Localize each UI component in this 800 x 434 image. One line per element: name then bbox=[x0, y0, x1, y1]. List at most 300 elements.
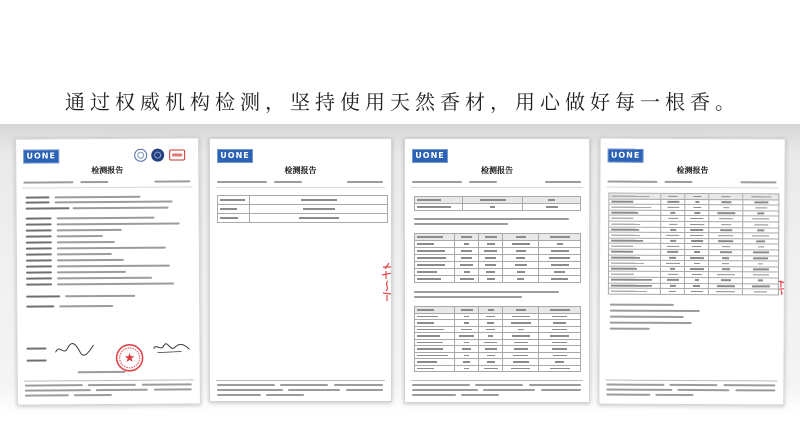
illegible-cell-text bbox=[487, 278, 495, 280]
illegible-cell-text bbox=[611, 195, 649, 197]
illegible-cell-text bbox=[552, 329, 567, 331]
illegible-cell-text bbox=[758, 263, 763, 265]
illegible-cell-text bbox=[550, 309, 570, 311]
results-table bbox=[608, 193, 780, 296]
illegible-cell-text bbox=[516, 236, 526, 238]
illegible-cell-text bbox=[220, 199, 245, 201]
illegible-cell-text bbox=[752, 218, 769, 220]
illegible-text-line bbox=[610, 322, 692, 324]
illegible-cell-text bbox=[669, 291, 676, 293]
illegible-text-line bbox=[54, 196, 140, 199]
table-cell bbox=[218, 205, 250, 214]
illegible-text-line bbox=[26, 271, 52, 273]
illegible-cell-text bbox=[487, 355, 495, 357]
illegible-cell-text bbox=[487, 361, 495, 363]
illegible-cell-text bbox=[490, 206, 495, 208]
illegible-cell-text bbox=[554, 271, 565, 273]
illegible-cell-text bbox=[753, 257, 768, 259]
illegible-text-line bbox=[57, 235, 103, 237]
illegible-cell-text bbox=[480, 199, 506, 201]
illegible-text-line bbox=[475, 384, 523, 386]
illegible-text-line bbox=[26, 235, 52, 237]
illegible-cell-text bbox=[755, 207, 767, 209]
illegible-cell-text bbox=[417, 316, 438, 318]
illegible-cell-text bbox=[690, 218, 703, 220]
illegible-text-line bbox=[57, 253, 112, 255]
illegible-cell-text bbox=[754, 201, 768, 203]
table-cell bbox=[743, 289, 779, 295]
results-table bbox=[414, 306, 581, 372]
illegible-text-line bbox=[414, 291, 559, 293]
illegible-cell-text bbox=[691, 240, 703, 242]
table-cell bbox=[503, 248, 539, 255]
illegible-text-line bbox=[723, 384, 775, 386]
illegible-cell-text bbox=[550, 368, 570, 370]
illegible-text-line bbox=[414, 296, 522, 298]
illegible-text-line bbox=[274, 181, 302, 183]
illegible-text-line bbox=[412, 394, 456, 396]
illegible-cell-text bbox=[552, 316, 567, 318]
illegible-cell-text bbox=[486, 316, 495, 318]
illegible-text-line bbox=[483, 389, 535, 391]
table-cell bbox=[539, 276, 581, 283]
seal-ring bbox=[137, 152, 144, 159]
illegible-cell-text bbox=[555, 361, 564, 363]
illegible-cell-text bbox=[667, 251, 678, 253]
illegible-text-line bbox=[25, 394, 69, 396]
illegible-cell-text bbox=[487, 243, 495, 245]
illegible-cell-text bbox=[722, 246, 730, 248]
table-cell bbox=[503, 269, 539, 276]
table-cell bbox=[503, 241, 539, 248]
illegible-text-line bbox=[26, 283, 52, 285]
illegible-cell-text bbox=[722, 268, 730, 270]
illegible-cell-text bbox=[464, 322, 469, 324]
illegible-text-line bbox=[607, 181, 657, 183]
table-cell bbox=[455, 255, 479, 262]
illegible-text-line bbox=[25, 196, 49, 198]
illegible-cell-text bbox=[667, 207, 679, 209]
illegible-cell-text bbox=[670, 212, 675, 214]
illegible-text-line bbox=[78, 371, 126, 373]
illegible-cell-text bbox=[611, 285, 652, 287]
illegible-cell-text bbox=[514, 348, 528, 350]
table-cell bbox=[415, 262, 455, 269]
table-cell bbox=[539, 241, 581, 248]
illegible-cell-text bbox=[667, 274, 677, 276]
illegible-text-line bbox=[606, 384, 664, 386]
illegible-cell-text bbox=[611, 279, 652, 281]
header-divider bbox=[22, 186, 192, 188]
table-cell bbox=[479, 276, 503, 283]
illegible-cell-text bbox=[515, 264, 527, 266]
header-divider bbox=[216, 187, 385, 188]
table-cell bbox=[503, 255, 539, 262]
illegible-cell-text bbox=[417, 309, 434, 311]
illegible-cell-text bbox=[417, 342, 443, 344]
illegible-cell-text bbox=[417, 236, 443, 238]
illegible-cell-text bbox=[517, 278, 524, 280]
illegible-cell-text bbox=[514, 342, 528, 344]
table-cell bbox=[455, 366, 479, 373]
table-cell bbox=[455, 276, 479, 283]
test-report-page bbox=[15, 137, 201, 405]
illegible-cell-text bbox=[417, 368, 434, 370]
illegible-cell-text bbox=[485, 348, 497, 350]
illegible-text-line bbox=[26, 247, 52, 249]
uone-logo: UONE bbox=[608, 149, 644, 163]
uone-logo: UONE bbox=[412, 149, 448, 163]
illegible-cell-text bbox=[694, 212, 700, 214]
illegible-cell-text bbox=[667, 201, 679, 203]
illegible-cell-text bbox=[553, 322, 566, 324]
illegible-cell-text bbox=[512, 335, 530, 337]
headline: 通过权威机构检测，坚持使用天然香材，用心做好每一根香。 bbox=[65, 90, 740, 114]
illegible-cell-text bbox=[752, 235, 769, 237]
table-cell bbox=[415, 234, 455, 241]
illegible-cell-text bbox=[417, 199, 441, 201]
illegible-text-line bbox=[735, 389, 775, 391]
illegible-cell-text bbox=[692, 246, 701, 248]
illegible-cell-text bbox=[485, 257, 496, 259]
seam-stamp-mark bbox=[380, 261, 392, 303]
illegible-cell-text bbox=[516, 250, 526, 252]
table-cell bbox=[503, 262, 539, 269]
table-cell bbox=[523, 204, 581, 211]
signature bbox=[53, 341, 95, 357]
illegible-cell-text bbox=[718, 235, 733, 237]
illegible-cell-text bbox=[611, 273, 634, 275]
illegible-cell-text bbox=[487, 322, 494, 324]
illegible-text-line bbox=[664, 181, 692, 183]
table-cell bbox=[709, 289, 743, 295]
illegible-cell-text bbox=[551, 264, 569, 266]
table-cell bbox=[523, 197, 581, 204]
illegible-cell-text bbox=[611, 262, 644, 264]
table-cell bbox=[479, 255, 503, 262]
illegible-cell-text bbox=[464, 368, 469, 370]
illegible-cell-text bbox=[722, 263, 729, 265]
illegible-cell-text bbox=[417, 335, 440, 337]
illegible-text-line bbox=[217, 394, 261, 396]
illegible-cell-text bbox=[690, 291, 702, 293]
illegible-cell-text bbox=[756, 241, 765, 243]
illegible-text-line bbox=[26, 223, 52, 225]
table-cell bbox=[539, 366, 581, 373]
illegible-cell-text bbox=[611, 217, 633, 219]
illegible-cell-text bbox=[611, 234, 640, 236]
table-cell bbox=[479, 241, 503, 248]
results-table bbox=[414, 196, 581, 211]
illegible-text-line bbox=[26, 277, 52, 279]
illegible-cell-text bbox=[552, 342, 567, 344]
illegible-text-line bbox=[26, 229, 52, 231]
illegible-cell-text bbox=[716, 291, 735, 293]
illegible-cell-text bbox=[417, 206, 451, 208]
table-cell bbox=[479, 262, 503, 269]
illegible-text-line bbox=[606, 394, 650, 396]
illegible-text-line bbox=[266, 394, 304, 396]
qualification-mark-icon bbox=[169, 149, 185, 160]
illegible-cell-text bbox=[694, 263, 700, 265]
illegible-text-line bbox=[26, 259, 52, 261]
illegible-text-line bbox=[74, 394, 112, 396]
table-cell bbox=[685, 289, 709, 295]
illegible-text-line bbox=[73, 207, 169, 210]
illegible-cell-text bbox=[670, 229, 676, 231]
illegible-cell-text bbox=[464, 243, 469, 245]
illegible-cell-text bbox=[464, 271, 470, 273]
illegible-cell-text bbox=[690, 229, 703, 231]
illegible-cell-text bbox=[549, 257, 570, 259]
illegible-text-line bbox=[545, 181, 581, 183]
illegible-cell-text bbox=[669, 285, 675, 287]
table-cell bbox=[218, 196, 250, 205]
illegible-cell-text bbox=[758, 246, 764, 248]
illegible-cell-text bbox=[461, 236, 472, 238]
illegible-text-line bbox=[142, 383, 192, 385]
illegible-cell-text bbox=[464, 342, 469, 344]
illegible-text-line bbox=[26, 253, 52, 255]
header-divider bbox=[606, 187, 778, 189]
illegible-cell-text bbox=[513, 355, 528, 357]
illegible-text-line bbox=[154, 180, 190, 182]
illegible-cell-text bbox=[717, 212, 735, 214]
illegible-cell-text bbox=[666, 263, 680, 265]
illegible-cell-text bbox=[460, 264, 473, 266]
illegible-cell-text bbox=[517, 271, 525, 273]
footer-divider bbox=[24, 379, 194, 381]
illegible-cell-text bbox=[460, 278, 474, 280]
illegible-text-line bbox=[669, 384, 717, 386]
illegible-cell-text bbox=[512, 243, 530, 245]
illegible-cell-text bbox=[303, 208, 335, 210]
illegible-text-line bbox=[55, 201, 173, 204]
table-cell bbox=[479, 269, 503, 276]
illegible-cell-text bbox=[220, 217, 238, 219]
footer-divider bbox=[605, 380, 777, 382]
illegible-cell-text bbox=[461, 329, 472, 331]
results-table bbox=[217, 195, 388, 223]
table-cell bbox=[415, 276, 455, 283]
table-cell bbox=[503, 276, 539, 283]
illegible-text-line bbox=[59, 305, 113, 307]
signature bbox=[151, 339, 191, 355]
illegible-cell-text bbox=[417, 250, 445, 252]
illegible-cell-text bbox=[693, 196, 701, 198]
illegible-cell-text bbox=[694, 251, 700, 253]
illegible-text-line bbox=[412, 384, 470, 386]
illegible-text-line bbox=[280, 384, 328, 386]
illegible-cell-text bbox=[694, 279, 698, 281]
illegible-text-line bbox=[26, 305, 54, 307]
illegible-cell-text bbox=[557, 243, 563, 245]
illegible-cell-text bbox=[757, 213, 764, 215]
table-cell bbox=[479, 366, 503, 373]
illegible-text-line bbox=[57, 217, 155, 220]
badge-ring bbox=[154, 152, 161, 159]
illegible-text-line bbox=[347, 181, 383, 183]
illegible-cell-text bbox=[417, 271, 437, 273]
illegible-cell-text bbox=[464, 316, 469, 318]
table-cell bbox=[415, 204, 463, 211]
illegible-text-line bbox=[57, 222, 180, 225]
illegible-cell-text bbox=[611, 251, 633, 253]
illegible-text-line bbox=[469, 181, 497, 183]
illegible-cell-text bbox=[417, 329, 444, 331]
illegible-text-line bbox=[57, 247, 166, 250]
illegible-cell-text bbox=[417, 264, 445, 266]
table-cell bbox=[250, 196, 388, 205]
illegible-cell-text bbox=[488, 335, 493, 337]
illegible-text-line bbox=[610, 328, 650, 330]
illegible-cell-text bbox=[716, 285, 734, 287]
illegible-cell-text bbox=[611, 212, 638, 214]
table-cell bbox=[415, 255, 455, 262]
illegible-text-line bbox=[26, 207, 70, 209]
illegible-text-line bbox=[57, 265, 170, 268]
table-cell bbox=[539, 269, 581, 276]
illegible-text-line bbox=[217, 181, 267, 183]
table-cell bbox=[415, 197, 463, 204]
illegible-text-line bbox=[461, 394, 499, 396]
illegible-cell-text bbox=[719, 218, 733, 220]
illegible-cell-text bbox=[611, 245, 633, 247]
footer-divider bbox=[216, 380, 385, 381]
footer-divider bbox=[411, 380, 583, 381]
table-cell bbox=[539, 255, 581, 262]
table-cell bbox=[479, 248, 503, 255]
illegible-cell-text bbox=[486, 329, 495, 331]
illegible-cell-text bbox=[511, 368, 530, 370]
illegible-cell-text bbox=[464, 355, 469, 357]
table-cell bbox=[415, 248, 455, 255]
illegible-cell-text bbox=[721, 224, 731, 226]
illegible-cell-text bbox=[299, 217, 339, 219]
illegible-text-line bbox=[26, 295, 60, 297]
uone-logo: UONE bbox=[23, 149, 59, 163]
illegible-cell-text bbox=[690, 257, 704, 259]
illegible-cell-text bbox=[301, 199, 337, 201]
report-title: 检测报告 bbox=[676, 165, 709, 176]
test-report-page bbox=[209, 138, 392, 402]
illegible-cell-text bbox=[668, 218, 678, 220]
illegible-cell-text bbox=[484, 342, 497, 344]
illegible-cell-text bbox=[758, 280, 763, 282]
illegible-cell-text bbox=[751, 196, 771, 198]
table-cell bbox=[455, 262, 479, 269]
illegible-cell-text bbox=[417, 348, 443, 350]
table-cell bbox=[455, 248, 479, 255]
illegible-cell-text bbox=[417, 322, 434, 324]
illegible-text-line bbox=[655, 394, 693, 396]
illegible-text-line bbox=[529, 384, 581, 386]
illegible-cell-text bbox=[611, 223, 640, 225]
table-cell bbox=[503, 234, 539, 241]
table-cell bbox=[503, 366, 539, 373]
illegible-cell-text bbox=[516, 257, 525, 259]
illegible-cell-text bbox=[751, 285, 769, 287]
illegible-cell-text bbox=[720, 252, 732, 254]
illegible-cell-text bbox=[513, 361, 529, 363]
illegible-text-line bbox=[27, 359, 47, 361]
illegible-text-line bbox=[610, 304, 674, 306]
illegible-cell-text bbox=[667, 246, 679, 248]
illegible-cell-text bbox=[546, 206, 558, 208]
illegible-cell-text bbox=[720, 229, 732, 231]
illegible-cell-text bbox=[668, 195, 677, 197]
illegible-text-line bbox=[26, 241, 52, 243]
illegible-cell-text bbox=[695, 201, 699, 203]
table-cell bbox=[539, 248, 581, 255]
illegible-cell-text bbox=[417, 257, 446, 259]
illegible-text-line bbox=[677, 389, 729, 391]
illegible-text-line bbox=[23, 181, 73, 183]
illegible-cell-text bbox=[757, 229, 764, 231]
illegible-cell-text bbox=[486, 271, 495, 273]
header-divider bbox=[411, 187, 583, 188]
illegible-text-line bbox=[57, 259, 124, 261]
illegible-text-line bbox=[606, 389, 672, 391]
illegible-cell-text bbox=[488, 309, 494, 311]
illegible-text-line bbox=[610, 310, 700, 312]
illegible-cell-text bbox=[551, 250, 569, 252]
illegible-cell-text bbox=[669, 223, 677, 225]
illegible-text-line bbox=[25, 384, 83, 386]
illegible-cell-text bbox=[220, 208, 237, 210]
illegible-text-line bbox=[414, 223, 508, 225]
illegible-cell-text bbox=[690, 224, 704, 226]
illegible-cell-text bbox=[669, 257, 676, 259]
illegible-text-line bbox=[65, 295, 135, 297]
illegible-cell-text bbox=[754, 224, 768, 226]
illegible-cell-text bbox=[611, 229, 639, 231]
table-cell bbox=[455, 241, 479, 248]
table-cell bbox=[415, 366, 455, 373]
illegible-cell-text bbox=[753, 252, 769, 254]
illegible-cell-text bbox=[516, 309, 526, 311]
illegible-cell-text bbox=[611, 290, 647, 292]
illegible-cell-text bbox=[691, 274, 701, 276]
report-title: 检测报告 bbox=[284, 166, 317, 175]
illegible-cell-text bbox=[462, 348, 471, 350]
illegible-cell-text bbox=[611, 268, 637, 270]
illegible-cell-text bbox=[417, 361, 437, 363]
table-cell bbox=[463, 197, 523, 204]
table-cell bbox=[218, 214, 250, 223]
illegible-cell-text bbox=[693, 285, 700, 287]
illegible-text-line bbox=[80, 181, 108, 183]
illegible-cell-text bbox=[461, 257, 472, 259]
illegible-text-line bbox=[57, 277, 152, 280]
illegible-cell-text bbox=[666, 279, 678, 281]
illegible-cell-text bbox=[693, 207, 701, 209]
table-cell bbox=[661, 289, 685, 295]
table-cell bbox=[609, 289, 661, 295]
illegible-cell-text bbox=[552, 348, 567, 350]
illegible-cell-text bbox=[485, 236, 497, 238]
illegible-cell-text bbox=[690, 235, 703, 237]
illegible-cell-text bbox=[721, 196, 730, 198]
illegible-cell-text bbox=[550, 335, 569, 337]
illegible-cell-text bbox=[417, 243, 434, 245]
illegible-cell-text bbox=[666, 235, 679, 237]
illegible-cell-text bbox=[721, 201, 731, 203]
illegible-cell-text bbox=[417, 278, 441, 280]
illegible-cell-text bbox=[718, 240, 733, 242]
illegible-cell-text bbox=[670, 268, 675, 270]
illegible-cell-text bbox=[548, 199, 555, 201]
